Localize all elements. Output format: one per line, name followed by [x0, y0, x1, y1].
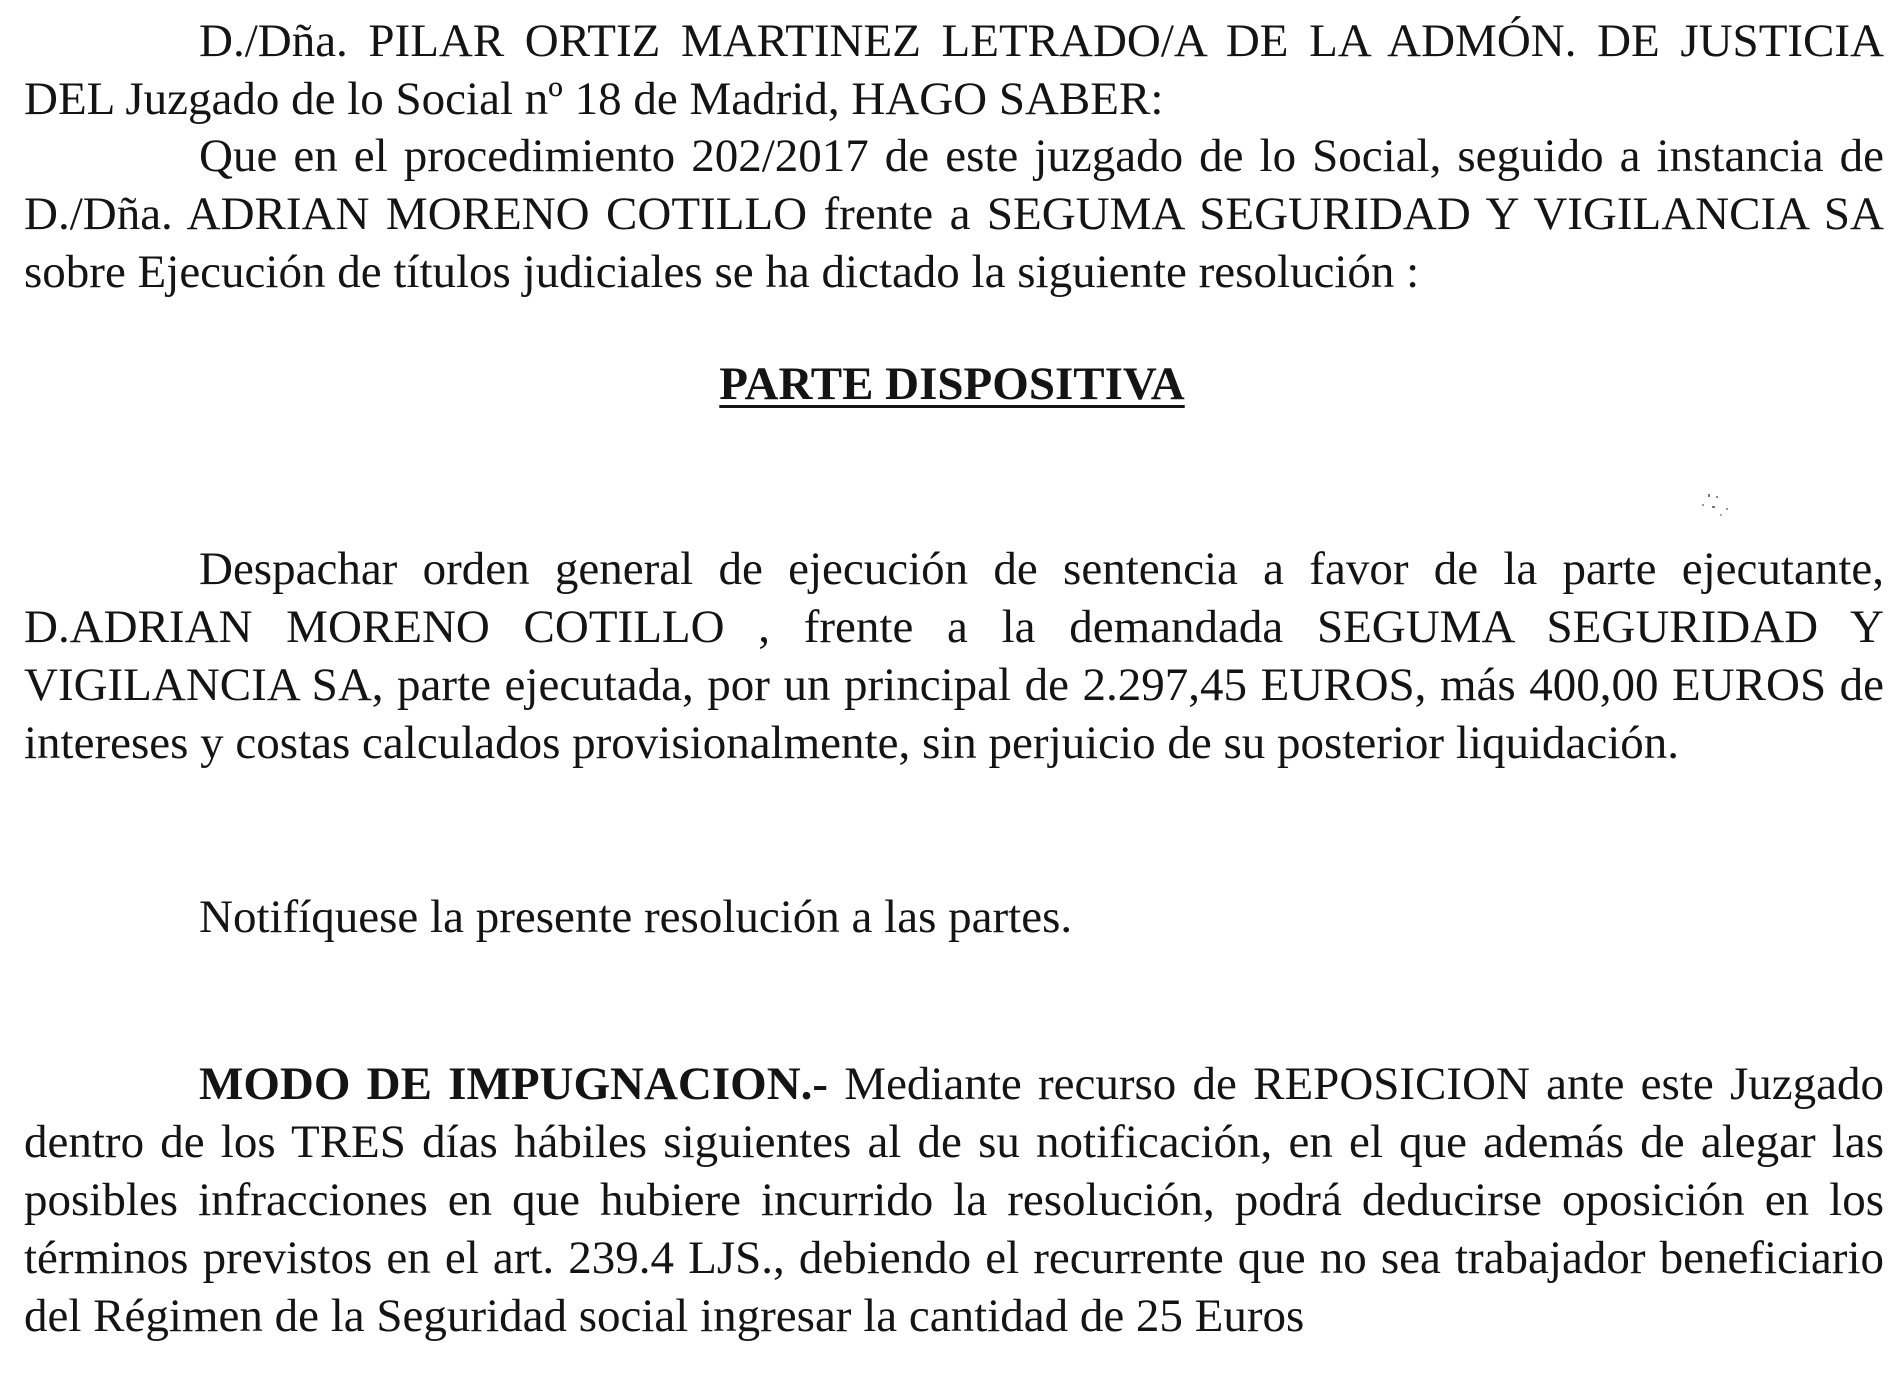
impugnacion-heading: MODO DE IMPUGNACION.- [199, 1058, 829, 1110]
impugnacion-paragraph [24, 1055, 1884, 1345]
header-paragraph: D./Dña. PILAR ORTIZ MARTINEZ LETRADO/A DE LA ADMÓN. DE JUSTICIA DEL Juzgado de lo Social nº 18 de Madrid, HAGO SABER: [24, 15, 1884, 125]
intro-paragraph: Que en el procedimiento 202/2017 de este juzgado de lo Social, seguido a instancia de D./Dña. ADRIAN MORENO COTILLO frente a SEGUMA SEGURIDAD Y VIGILANCIA SA sobre Ejecución de títulos judiciales se ha dictado la siguiente resolución : [24, 130, 1884, 298]
impugnacion-text: Mediante recurso de REPOSICION ante este Juzgado dentro de los TRES días hábiles siguientes al de su notificación, en el que además de alegar las posibles infracciones en que hubiere incurrido la resolución, podrá deducirse oposición en los términos previstos en el art. 239.4 LJS., debiendo el recurrente que no sea trabajador beneficiario del Régimen de la Seguridad social ingresar la cantidad de 25 Euros [24, 1058, 1884, 1342]
order-paragraph: Despachar orden general de ejecución de sentencia a favor de la parte ejecutante, D.ADRIAN MORENO COTILLO , frente a la demandada SEGUMA SEGURIDAD Y VIGILANCIA SA, parte ejecutada, por un principal de 2.297,45 EUROS, más 400,00 EUROS de intereses y costas calculados provisionalmente, sin perjuicio de su posterior liquidación. [24, 543, 1884, 769]
section-title: PARTE DISPOSITIVA [719, 358, 1185, 410]
scan-noise-specks [1690, 490, 1750, 540]
notify-paragraph: Notifíquese la presente resolución a las partes. [199, 891, 1073, 943]
